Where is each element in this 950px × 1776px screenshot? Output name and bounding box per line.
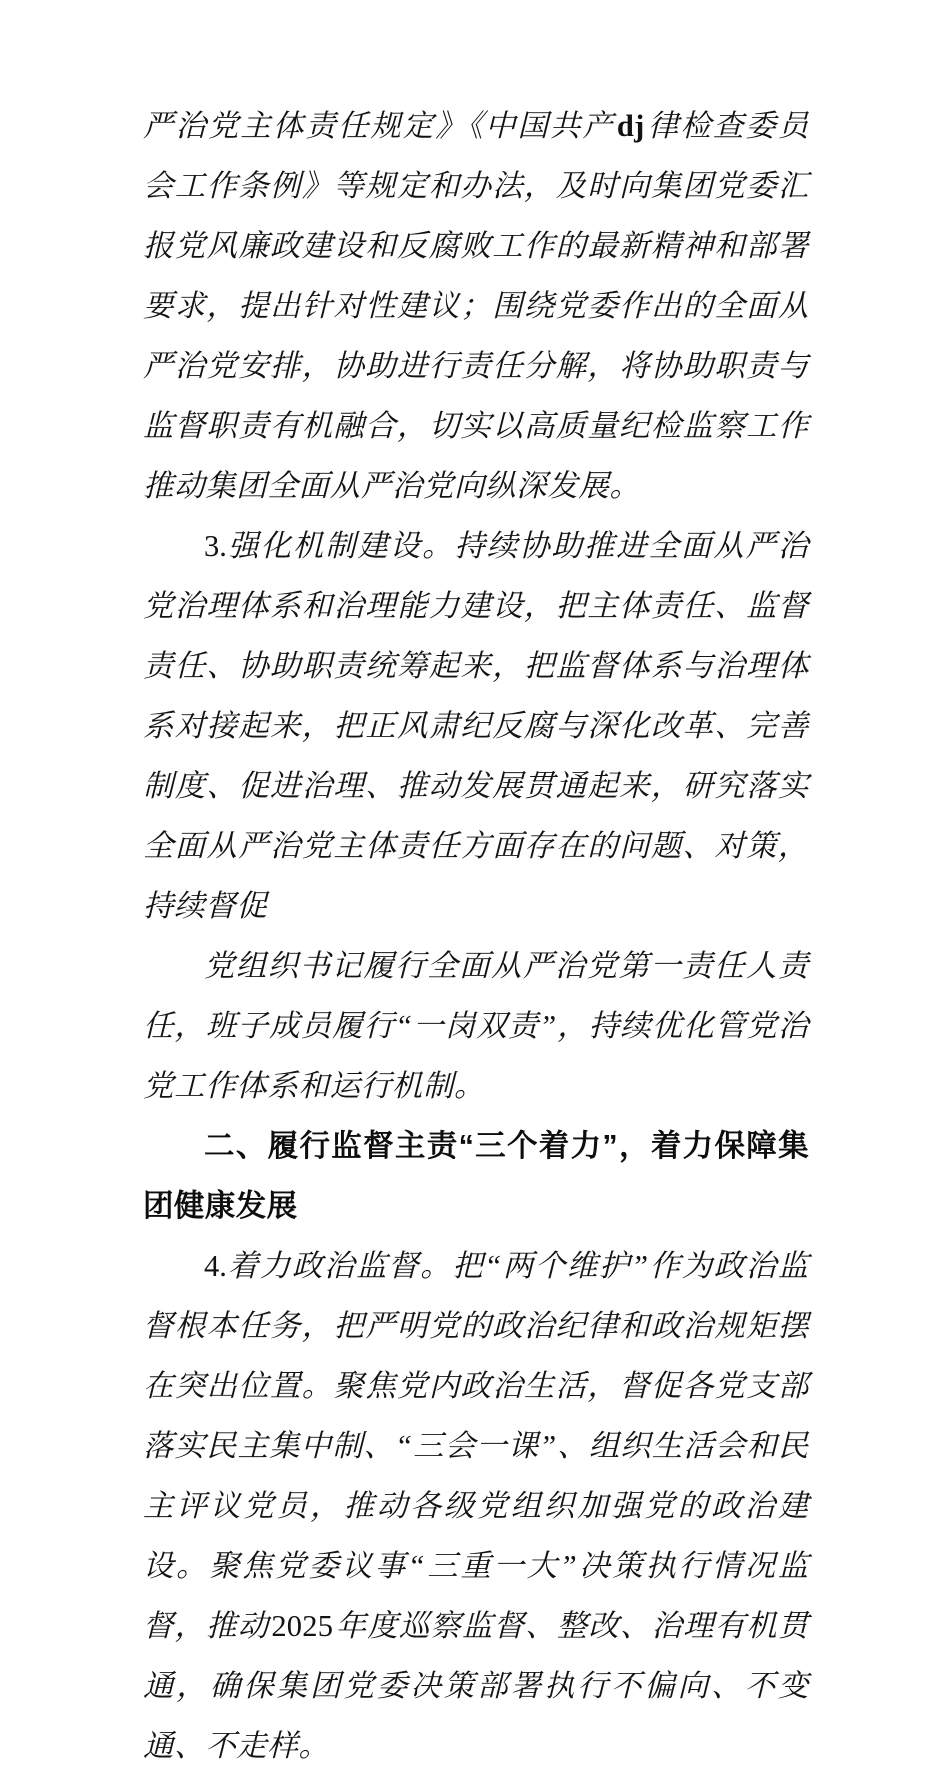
section-heading-two — [143, 1116, 809, 1236]
paragraph-continuation — [143, 96, 809, 516]
paragraph-text-run: 律检查委员会工作条例》等规定和办法，及时向集团党委汇报党风廉政建设和反腐败工作的最新精神和部署要求，提出针对性建议；围绕党委作出的全面从严治党安排，协助进行责任分解，将协助职责与监督职责有机融合，切实以高质量纪检监察工作推动集团全面从严治党向纵深发展。 — [143, 109, 810, 503]
paragraph-item-4 — [143, 1236, 809, 1776]
paragraph-party-secretary-duty — [143, 936, 809, 1116]
section-heading-text: 二、履行监督主责“三个着力”，着力保障集团健康发展 — [143, 1129, 809, 1223]
item-number-3: 3. — [204, 529, 227, 563]
latin-abbrev-dj: dj — [616, 109, 645, 143]
paragraph-text-run: 党组织书记履行全面从严治党第一责任人责任，班子成员履行“一岗双责”，持续优化管党治党工作体系和运行机制。 — [143, 949, 809, 1103]
document-text-body — [143, 96, 809, 1776]
year-2025: 2025 — [271, 1609, 334, 1643]
paragraph-text-run: 着力政治监督。把“两个维护”作为政治监督根本任务，把严明党的政治纪律和政治规矩摆在突出位置。聚焦党内政治生活，督促各党支部落实民主集中制、“三会一课”、组织生活会和民主评议党员，推动各级党组织加强党的政治建设。聚焦党委议事“三重一大”决策执行情况监督，推动 — [143, 1249, 809, 1643]
paragraph-text-run: 年度巡察监督、整改、治理有机贯通，确保集团党委决策部署执行不偏向、不变通、不走样。 — [143, 1609, 809, 1763]
item-number-4: 4. — [204, 1249, 227, 1283]
paragraph-text-run: 严治党主体责任规定》《中国共产 — [143, 109, 615, 143]
paragraph-item-3 — [143, 516, 809, 936]
paragraph-text-run: 强化机制建设。持续协助推进全面从严治党治理体系和治理能力建设，把主体责任、监督责任、协助职责统筹起来，把监督体系与治理体系对接起来，把正风肃纪反腐与深化改革、完善制度、促进治理、推动发展贯通起来，研究落实全面从严治党主体责任方面存在的问题、对策，持续督促 — [143, 529, 809, 923]
